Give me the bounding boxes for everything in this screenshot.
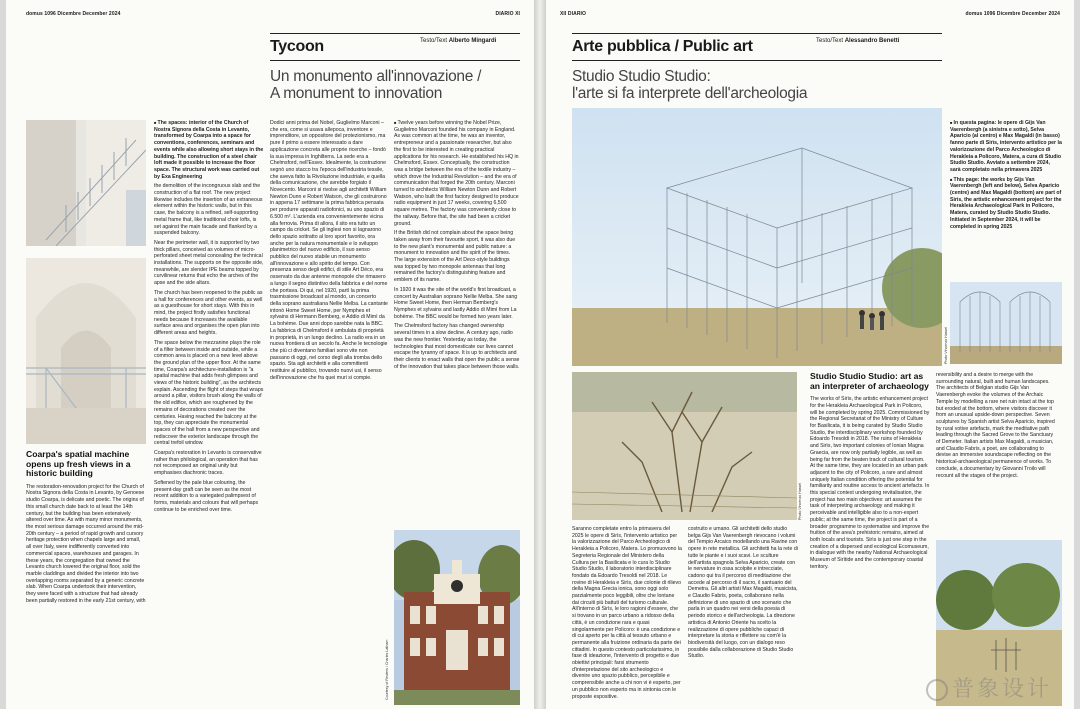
tycoon-en-p1: ■ Twelve years before winning the Nobel Prize, Guglielmo Marconi founded his company in England. As was common at the time, he was an inventor, entrepreneur and a passionate researcher, but also the first to be interested in creating practical applications for his research. He established his HQ in Chelmsford, Essex. Conceptually, the construction was a bridge between the era of the textile industry – which drove the Industrial Revolution – and the era of communication that forged the 20th century. Marconi turned to architects William Newton Dunn and Robert Watson, who built the first factory designed to produce radio equipment in just 17 weeks, covering 6,500 square metres. The factory was conveniently close to the railway. Before that, the site had been a cricket ground. bbox=[394, 120, 520, 227]
column-it-tycoon bbox=[270, 120, 388, 515]
byline bbox=[816, 38, 899, 44]
byline bbox=[420, 38, 496, 44]
coarpa-p3: The church has been reopened to the public as a hall for conferences and other events, as well as a guesthouse for short stays. With this in mind, the project firstly satisfies functional needs because it increases the available surface area and organises the open plan into different areas and heights. bbox=[154, 289, 263, 337]
coarpa-body: The restoration-renovation project for the Church of Nostra Signora della Costa in Levanto, by Genoese studio Coarpa, is delicate and poetic. The origins of this small church date back to at least the 14th century, but the building has been extensively altered over time. As with many minor monuments, the most serious damage occurred around the mid-20th century – a period of rapid growth and cursory heritage protection when chapels large and small, all over Italy, were indifferently converted into commercial spaces, warehouses and garages. In these years, the congregation that owned the Levanto church lowered the original floor, sold the marble claddings and divided the interior into two overlapping rooms separated by a generic concrete slab. When Coarpa undertook their intervention, they were faced with a structure that had already been partially restored in the early 21st century, with bbox=[26, 483, 146, 604]
photo-chapel-interior bbox=[26, 258, 146, 444]
running-head-left: domus 1096 Dicembre December 2024 bbox=[26, 11, 121, 17]
column-en-siris bbox=[810, 372, 930, 707]
watermark-text: 普象设计 bbox=[951, 676, 1052, 701]
left-page bbox=[6, 0, 534, 709]
siris-en-body: The works of Sirìs, the artistic enhancement project for the Herakleia Archaeological Park in Policoro, will be completed by spring 2025. Commissioned by the Regional Secretariat of the Ministry of Culture for Basilicata, it is being curated by Studio Studio Studio, the interdisciplinary workshop founded by Edoardo Tresoldi in 2018. The ruins of Herakleia and Sirìs, two important colonies of Ionian Magna Graecia, are now only partially legible, as well as being far from the beaten track of cultural tourism. At the same time, they are located in an urban park adjacent to the city of Policoro, a rare and almost uniquely Italian condition offering the potential for familiarity and routine access to ancient artefacts. In this special context undergoing revitalisation, the project has two main objectives: art assumes the task of interpreting archaeology and making it perceivable and intelligible also to a non-expert public; at the same time, the project is part of a broader programme to systematise and improve the fruition of the area's prehistoric remains, aimed at both locals and tourists. Sirìs is just one step in the creation of a dispersed and ecological Ecomuseum, in dialogue with the nearby National Archaeological Museum of Sirìtide and the contemporary coastal territory. bbox=[810, 396, 930, 570]
photo-credit-mid: Photo Vincenzo Hassel bbox=[798, 482, 802, 520]
coarpa-p6: Softened by the pale blue colouring, the present-day graft can be seen as the most recent addition to a variegated palimpsest of forms, materials and colours that will perhaps continue to be enriched over time. bbox=[154, 479, 259, 513]
column-it-siris-2 bbox=[688, 526, 798, 706]
headline-rule bbox=[572, 60, 942, 61]
column-en-coarpa bbox=[26, 450, 146, 705]
caption-it: ■ In questa pagina: le opere di Gijs Van Vaerenbergh (a sinistra e sotto), Selva Aparicio (al centro) e Max Magaldi (in basso) fanno parte di Sirìs, intervento artistico per la valorizzazione del Parco Archeologico di Herakleia a Policoro, Matera, a cura di Studio Studio Studio. Avviato a settembre 2024, sarà completato nella primavera 2025 bbox=[950, 120, 1062, 174]
caption-en: ■ This page: the works by Gijs Van Vaerenbergh (left and below), Selva Aparicio (centre) and Max Magaldi (bottom) are part of Sirìs, the artistic enhancement project for the Herakleia Archaeological Park in Policoro, Matera, curated by Studio Studio Studio. Initiated in September 2024, it will be completed in spring 2025 bbox=[950, 177, 1062, 231]
section-rule bbox=[572, 33, 942, 34]
photo-credit-marconi: Courtesy of Reuters / Charles Latham bbox=[385, 639, 389, 700]
photo-credit-top: Photo Vincenzo Hassel bbox=[944, 326, 948, 364]
coarpa-p1: the demolition of the incongruous slab and the construction of a flat roof. The new project likewise includes the insertion of an extraneous element within the historic walls, but in this case, the balcony is a refined, self-supporting metal frame that, like traditional choir lofts, is set against the main facade and flanked by a suspended balcony. bbox=[154, 183, 263, 237]
tycoon-en-p3: In 1920 it was the site of the world's first broadcast, a concert by Australian soprano Nellie Melba. She sang Home Sweet Home, then Herman Bemberg's Nymphes et sylvains and lastly Addio di Mimì from La bohème. The BBC would be formed two years later. bbox=[394, 286, 518, 320]
headline-line1: Studio Studio Studio: bbox=[572, 68, 711, 85]
siris-it-body: Saranno completate entro la primavera del 2025 le opere di Sirìs, l'intervento artistico per la valorizzazione del Parco Archeologico di Herakleia a Policoro, Matera. Lo promuovono la Segreteria Regionale del Ministero della Cultura per la Basilicata e lo cura lo Studio Studio Studio, il laboratorio interdisciplinare fondato da Edoardo Tresoldi nel 2018. Le rovine di Herakleia e Sirìs, due colonie di rilievo della Magna Grecia ionica, sono oggi solo parzialmente poco leggibili, oltre che lontane dai circuiti più battuti del turismo culturale. All'interno di Sirìs, le loro ragioni d'essere, che si trovano in un parco urbano a ridosso della città, è un condizione rara e quasi singolarmente per Policoro: è una condizione e di cui aperto per la città al tessuto urbano e permanente alla fruizione ordinaria da parte dei cittadini. In questo contesto particolarissimo, in fase di ideazione, l'intervento di progetto e due obiettivi principali: farsi strumento d'interpretazione del sito archeologico e divenire uno spazio pubblico, percepibile e comprensibile anche a chi non vi è esperto, per un pubblico non esperto ma in sintonia con le proposte espositive. bbox=[572, 526, 682, 700]
column-it-siris bbox=[572, 526, 682, 706]
watermark-logo-icon bbox=[926, 679, 948, 701]
section-title: Arte pubblica / Public art bbox=[572, 38, 753, 55]
coarpa-p2: Near the perimeter wall, it is supported by two thick pillars, conceived as volumes of micro-perforated sheet metal concealing the technical installations. The supports on the opposite side, meanwhile, are slender IPE beams topped by curvilinear returns that echo the arches of the apse and the side altars. bbox=[154, 239, 264, 287]
spine-gutter bbox=[534, 0, 546, 709]
siris-en-body-2: reversibility and a desire to merge with the surrounding natural, built and human landscapes. The architects of Belgian studio Gijs Van Vaerenbergh evoke the volumes of the Archaic Temple by modelling a rare net ruin intact at the top but eroded at the bottom, where visitors discover it from an unusual upside-down perspective. Seven sculptures by Spanish artist Selva Aparicio, inspired by rural votive artefacts, mark the meditative path leading through the Sacred Grove to the Sanctuary of Demeter. Italian artists Max Magaldi, a musician, and Claudio Fabris, a poet, are collaborating to devise an immersive soundscape reflecting on the historical-archaeological permanence of works. To conclude, a documentary by Giovanni Troilo will recount all the stages of the project. bbox=[936, 372, 1055, 479]
byline-author: Alberto Mingardi bbox=[448, 38, 497, 44]
photo-marconi-factory bbox=[394, 530, 520, 705]
section-rule bbox=[270, 33, 520, 34]
running-head-left: XII DIARIO bbox=[560, 11, 587, 17]
photo-branch-sculpture bbox=[572, 372, 797, 520]
column-en-coarpa-2 bbox=[154, 120, 264, 705]
tycoon-en-p2: If the British did not complain about the space being taken away from their favourite sport, it was also due to the new plant's monumental and public nature: a monument to innovation and the spirit of the times. The large extension of the Art Deco-style buildings was topped by two monopole antennas that long remained the factory's distinguishing feature and emblem of its name. bbox=[394, 230, 516, 284]
running-head-right: domus 1096 Dicembre December 2024 bbox=[965, 11, 1060, 17]
siris-subhead: Studio Studio Studio: art as an interpreter of archaeology bbox=[810, 372, 929, 391]
photo-mesh-detail bbox=[950, 282, 1062, 364]
byline-author: Alessandro Benetti bbox=[844, 38, 900, 44]
tycoon-en-p4: The Chelmsford factory has changed ownership several times in a slow decline. A century ago, radio was the new frontier. Yesterday as today, the technologies that most domesticate our lives cannot escape the tyranny of space. It is up to architects and their clients to enact walls that open the public a sense of the innovation that takes place between those walls. bbox=[394, 323, 520, 370]
byline-prefix: Testo/Text bbox=[420, 38, 448, 44]
siris-it-body-2: costruito e umano. Gli architetti dello studio belga Gijs Van Vaerenbergh rievocano i volumi del Tempio Arcaico modellando una Ravine con opere in rete metallica. Gli architetti ha la rete di tutte le piante e i suoi scavi. Le sculture dell'artista spagnola Selva Aparicio, create con le nervature in ossa scolpite e intrecciate, cadono qui tra il percorso di meditazione che accede al percorso di il sacro, il santuario del Demetra. Gli altri artisti Max Magaldi, musicista, e Claudio Fabris, poeta, collaborano nella definizione di uno spazio di uno scenario che parla in un quadro nei versi della poesia di periodo storico e dell'archeologia. La direzione artistica di Antonio Oriente ha scelto la realizzazione di opere pubbliche capaci di interpretare la storia e riflettere su com'è la biodiversità del luogo, con un dialogo reso possibile dalla collaborazione di Studio Studio Studio. bbox=[688, 526, 798, 660]
column-en-tycoon bbox=[394, 120, 520, 515]
coarpa-p4: The space below the mezzanine plays the role of a filter between inside and outside, while a common area is placed on a new level above the ground plan of the upper floor. At the same time, Coarpa's architecture-installation is "a spatial machine that adds fresh glimpses and views of the historic building", as the architects explain. Ascending the flight of steps that wraps around a pillar, visitors brush along the walls of the old edifice, which are roughened by the remains of decorations created over the centuries. Having reached the balcony at the top, they can appreciate the monumental spaces of the hall from a new perspective and rediscover the exterior landscape through the central trefoil window. bbox=[154, 339, 264, 447]
coarpa-p5: Coarpa's restoration in Levanto is conservative rather than philological, an operation that has not recomposed an original unity but emphasises diachronic traces. bbox=[154, 450, 262, 477]
headline bbox=[572, 68, 807, 102]
right-captions bbox=[950, 120, 1062, 270]
headline-line2: l'arte si fa interprete dell'archeologia bbox=[572, 85, 808, 102]
coarpa-subhead: Coarpa's spatial machine opens up fresh views in a historic building bbox=[26, 450, 131, 479]
watermark bbox=[926, 672, 1052, 703]
section-title: Tycoon bbox=[270, 38, 324, 55]
headline-rule bbox=[270, 60, 520, 61]
byline-prefix: Testo/Text bbox=[816, 38, 844, 44]
tycoon-it-body: Dodici anni prima del Nobel, Guglielmo Marconi – che era, come si usava allepoca, inventore e imprenditore, un oppositore del protezionismo, ma pure il primo a essere interessato a dare applicazione concreta alle proprie ricerche – fondò la sua impresa in Inghilterra. La sede era a Chelmsford, nell'Essex. Idealmente, la costruzione segnò uno stacco tra l'epoca dell'industria tessile, che aveva fatto la Rivoluzione industriale, e quella della comunicazione, che avrebbe forgiato il Novecento. Marconi si rivolse agli architetti William Newton Dunn e Robert Watson, che gli costruirono in appena 17 settimane la prima fabbrica pensata per produrre apparati radiofonici, su uno spazio di 6.500 m². L'azienda era convenientemente vicina alla ferrovia. Prima di allora, il sito era tutto un campo da cricket. Se gli inglesi non si lagnarono dello spazio sottratto al loro sport favorito, ora anche per la natura monumentale e lo sviluppo planimetrico del nuovo edificio, il suo senso pubblico del nuovo stabile un monumento all'innovazione e allo spirito del tempo. Con presenza senso degli edifici, di stile Art Déco, era osservato da due antenne monopole che rimasero a lungo il segno distintivo della fabbrica e del nome che portava. Di qui, nel 1920, partì la prima trasmissione broadcast al mondo, un concerto della soprano australiana Nellie Melba. La cantante intonò Home Sweet Home, per Nymphes et sylvains di Hermann Bemberg, e Addio di Mimì da La bohème. Due anni dopo sarebbe nata la BBC. La fabbrica di Chelmsford è ambulata di proprietà in proprietà, in un lungo declino. La radio era in un nuova frontiera di un secolo fa. Anche le tecnologie che più ci diventano familiari sono vite non passano di oggi, nel corso degli alla tromba dello spazio. Sta agli architetti e alla committenti restituire al pubblico, trovando nuovi usi, il senso dell'innovazione che fra quei muri si compie. bbox=[270, 120, 388, 381]
photo-mesh-temple bbox=[572, 108, 942, 366]
running-head-right: DIARIO XI bbox=[495, 11, 520, 17]
column-en-siris-2 bbox=[936, 372, 1058, 532]
coarpa-caption: ■ The spaces: interior of the Church of Nostra Signora della Costa in Levanto, transformed by Coarpa into a space for conventions, conferences, seminars and events while also allowing short stays in the building. The construction of a steel chair loft made it possible to increase the floor space. The structural work was carried out by Exa Engineering bbox=[154, 120, 264, 180]
photo-staircase bbox=[26, 120, 146, 246]
right-page bbox=[546, 0, 1074, 709]
headline-line2: A monument to innovation bbox=[270, 85, 443, 102]
headline-line1: Un monumento all'innovazione / bbox=[270, 68, 482, 85]
headline bbox=[270, 68, 481, 102]
